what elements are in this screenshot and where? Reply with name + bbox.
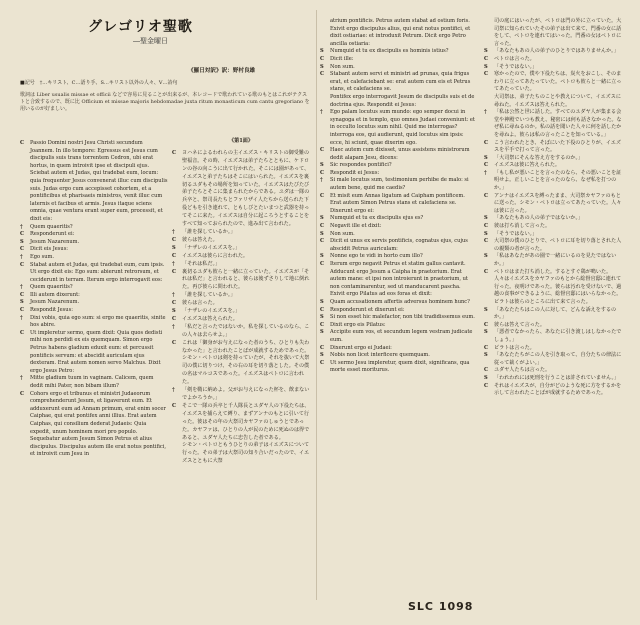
text-line bbox=[484, 140, 622, 155]
line-text: ピラトは言った。 bbox=[494, 344, 535, 351]
latin-column-2 bbox=[320, 18, 476, 375]
speaker-mark: † bbox=[172, 260, 175, 267]
speaker-mark: S bbox=[320, 314, 324, 321]
line-text: 大司祭の僕のひとりで、ペトロに耳を切り落とされた人の親類の者が言った。 bbox=[494, 238, 622, 252]
line-text: シモン・ペトロともうひとりの弟子はイエズスについて行った。その弟子は大祭司の知り合いだったので、イエズスとともに大祭 bbox=[182, 442, 310, 465]
line-text: こう言われたとき、そばにいた下役のひとりが、イエズスを平手で打って言った。 bbox=[494, 139, 621, 154]
text-line bbox=[484, 276, 622, 306]
line-text: 「それは私だ。」 bbox=[182, 260, 221, 267]
text-line bbox=[172, 229, 310, 237]
line-text: Numquid et tu ex discipulis es hominis istius? bbox=[330, 48, 449, 55]
speaker-mark: S bbox=[320, 230, 324, 237]
line-text: 「あなたもあの人の弟子のひとりではありませんか。」 bbox=[494, 48, 619, 55]
speaker-mark: C bbox=[320, 147, 325, 154]
line-text: 「私だと言ったではないか。私を探しているのなら、この人々は去らせよ。」 bbox=[182, 323, 310, 338]
line-text: 大司祭は、弟子たちのことや教えについて、イエズスに尋ねた。イエズスは答えられた。 bbox=[494, 93, 621, 108]
line-text: 裏切るユダも彼らと一緒に立っていた。イエズスが「それは私だ」と言われると、彼らは後ずさりして地に倒れた。再び彼らに問われた。 bbox=[182, 268, 310, 291]
speaker-mark: † bbox=[20, 223, 23, 230]
line-text: そこで一隊の兵卒と千人隊長とユダヤ人の下役たちは、イエズスを捕らえて縛り、まずアンナのもとに引いて行った。彼はその年の大祭司カヤファのしゅうとであった。カヤファは、ひとりの人が民のために死ぬのは得であると、ユダヤ人たちに忠告した者である。 bbox=[182, 402, 310, 441]
speaker-mark: C bbox=[484, 238, 489, 245]
line-text: Dixit ergo eis Pilatus: bbox=[330, 321, 386, 328]
line-text: Sic respondes pontifici? bbox=[330, 162, 392, 169]
line-text: Si male locutus sum, testimonium perhibe de malo: si autem bene, quid me caedis? bbox=[330, 177, 469, 192]
text-line bbox=[172, 403, 310, 443]
text-line bbox=[20, 315, 168, 330]
text-line bbox=[320, 261, 476, 269]
text-line bbox=[320, 345, 476, 353]
text-line bbox=[320, 269, 476, 299]
speaker-mark: C bbox=[320, 238, 325, 245]
speaker-mark: S bbox=[320, 253, 324, 260]
speaker-mark: † bbox=[20, 284, 23, 291]
text-line bbox=[20, 299, 168, 307]
text-line bbox=[20, 231, 168, 239]
line-text: 「われわれには死刑を行うことは許されていません。」 bbox=[494, 374, 620, 381]
text-line bbox=[20, 140, 168, 224]
line-text: Et misit eum Annas ligatum ad Caipham pontificem. Erat autem Simon Petrus stans et calefaciens se. Dixerunt ergo ei: bbox=[330, 192, 465, 214]
speaker-mark: C bbox=[484, 367, 489, 374]
text-line bbox=[484, 345, 622, 353]
speaker-mark: C bbox=[484, 139, 489, 146]
speaker-mark: S bbox=[320, 63, 324, 70]
text-line bbox=[484, 170, 622, 193]
text-line bbox=[484, 352, 622, 367]
text-line bbox=[320, 18, 476, 48]
line-text: Quem quaeritis? bbox=[30, 284, 73, 291]
line-text: 彼らは答えて言った。 bbox=[494, 321, 545, 328]
text-line bbox=[20, 239, 168, 247]
line-text: 「大司祭にそんな答え方をするのか。」 bbox=[494, 154, 584, 161]
text-line bbox=[320, 147, 476, 162]
speaker-mark: S bbox=[20, 299, 24, 306]
speaker-mark: † bbox=[172, 292, 175, 299]
text-line bbox=[320, 238, 476, 253]
text-line bbox=[20, 292, 168, 300]
line-text: 「あなたたちがこの人を引き取って、自分たちの律法に従って裁くがよい。」 bbox=[494, 352, 622, 366]
line-text: Dicit ei unus ex servis pontificis, cognatus ejus, cujus abscidit Petrus auriculam: bbox=[330, 238, 468, 252]
line-text: Responderunt ei: bbox=[30, 231, 75, 238]
text-line bbox=[484, 238, 622, 253]
speaker-mark: † bbox=[484, 169, 487, 176]
line-text: Negavit ille et dixit: bbox=[330, 223, 382, 230]
speaker-mark: S bbox=[484, 253, 488, 260]
speaker-mark: C bbox=[172, 149, 177, 156]
line-text: 「ナザレのイエズスを。」 bbox=[182, 308, 241, 315]
line-text: 人々はイエズスをカヤファのもとから総督官邸に連れて行った。夜明けであった。彼らは汚れを受けないで、過越の食事ができるように、総督官邸にはいらなかった。ピラトは彼らのところに出て来て言った。 bbox=[494, 276, 622, 305]
line-text: Ut impleretur sermo, quem dixit: Quia quos dedisti mihi non perdidi ex eis quemquam. Simon ergo Petrus habens gladium eduxit eum: et percussit pontificis servum: et abscidit auriculam ejus dexteram. Erat autem nomen servo Malchus. Dixit ergo Jesus Petro: bbox=[30, 329, 163, 374]
text-line bbox=[320, 352, 476, 360]
speaker-mark: C bbox=[320, 223, 325, 230]
line-text: Ego sum. bbox=[30, 253, 55, 260]
text-line bbox=[172, 269, 310, 293]
line-text: Haec autem cum dixisset, unus assistens ministrorum dedit alapam Jesu, dicens: bbox=[330, 147, 470, 161]
line-text: 「ナザレのイエズスを。」 bbox=[182, 244, 241, 251]
speaker-mark: S bbox=[484, 48, 488, 55]
speaker-mark: † bbox=[320, 109, 323, 116]
speaker-mark: C bbox=[20, 291, 25, 298]
latin-column-1 bbox=[20, 140, 168, 459]
catalog-number: SLC 1098 bbox=[408, 600, 474, 613]
text-line bbox=[484, 329, 622, 344]
speaker-mark: † bbox=[20, 375, 23, 382]
page-title: グレゴリオ聖歌 bbox=[88, 19, 193, 35]
speaker-mark: C bbox=[320, 192, 325, 199]
text-line bbox=[484, 48, 622, 56]
text-line bbox=[320, 71, 476, 94]
speaker-mark bbox=[484, 94, 494, 109]
text-line bbox=[20, 224, 168, 232]
japanese-column-2 bbox=[484, 18, 622, 398]
speaker-mark: S bbox=[484, 374, 488, 381]
text-line bbox=[320, 162, 476, 170]
line-text: 「そうではない。」 bbox=[494, 63, 538, 70]
speaker-mark: S bbox=[320, 329, 324, 336]
speaker-mark bbox=[484, 18, 494, 48]
speaker-mark bbox=[484, 276, 494, 306]
text-line bbox=[320, 307, 476, 315]
line-text: Pontifex ergo interrogavit Jesum de discipulis suis et de doctrina ejus. Respondit ei Jesus: bbox=[330, 93, 475, 108]
text-line bbox=[484, 253, 622, 268]
speaker-mark: C bbox=[20, 307, 25, 314]
line-text: イエズスは彼に答えられた。 bbox=[494, 162, 561, 169]
speaker-mark bbox=[320, 18, 330, 48]
speaker-mark: † bbox=[20, 253, 23, 260]
speaker-mark: S bbox=[484, 215, 488, 222]
speaker-mark: C bbox=[320, 71, 325, 78]
text-line bbox=[20, 330, 168, 376]
speaker-mark: C bbox=[172, 252, 177, 259]
japanese-column-1 bbox=[172, 136, 310, 466]
text-line bbox=[320, 360, 476, 375]
text-line bbox=[320, 231, 476, 239]
speaker-mark: S bbox=[320, 162, 324, 169]
line-text: Numquid et tu ex discipulis ejus es? bbox=[330, 215, 424, 222]
line-text: Passio Domini nostri Jesu Christi secundum Joannem. In illo tempore: Egressus est Jesus cum discipulis suis trans torrentem Cedron, ubi erat hortus, in quem introivit ipse et discipuli ejus. Sciebat autem et Judas, qui tradebat eum, locum: quia frequenter Jesus convenerat illuc cum discipulis suis. Judas ergo cum accepisset cohortem, et a pontificibus et pharisaeis ministros, venit illuc cum laternis et facibus et armis. Jesus itaque sciens omnia, quae ventura erant super eum, processit, et dixit eis: bbox=[30, 140, 168, 222]
line-text: 「私はあなたがあの園で一緒にいるのを見たではないか。」 bbox=[494, 253, 617, 267]
text-line bbox=[484, 215, 622, 223]
text-line bbox=[172, 237, 310, 245]
line-text: Mitte gladium tuum in vaginam. Calicem, quem dedit mihi Pater, non bibam illum? bbox=[30, 375, 154, 389]
speaker-mark: S bbox=[320, 48, 324, 55]
speaker-mark: † bbox=[172, 387, 175, 394]
line-text: これは「御身がお与えになった者のうち、ひとりも失わなかった」と言われたことばが成就するためであった。シモン・ペトロは剣を持っていたが、それを抜いて大祭司の僕に切りつけ、その右の耳を切り落とした。その僕の名はマルコスであった。イエズスはペトロに言われた。 bbox=[182, 339, 310, 386]
text-line bbox=[320, 223, 476, 231]
speaker-mark: C bbox=[172, 300, 177, 307]
text-line bbox=[320, 48, 476, 56]
text-line bbox=[172, 150, 310, 229]
speaker-mark: † bbox=[172, 228, 175, 235]
line-text: 「あなたもあの人の弟子ではないか。」 bbox=[494, 215, 584, 222]
speaker-mark: C bbox=[484, 55, 489, 62]
text-line bbox=[20, 262, 168, 285]
speaker-mark: S bbox=[484, 230, 488, 237]
speaker-mark: C bbox=[484, 192, 489, 199]
column-divider bbox=[316, 10, 317, 600]
text-line bbox=[484, 71, 622, 94]
line-text: 「誰を探しているか。」 bbox=[182, 292, 236, 299]
speaker-mark: C bbox=[172, 402, 177, 409]
line-text: 彼らは言った。 bbox=[182, 300, 218, 307]
line-text: イエズスは彼らに言われた。 bbox=[182, 252, 249, 259]
text-line bbox=[484, 383, 622, 398]
line-text: Dixi vobis, quia ego sum: si ergo me quaeritis, sinite hos abire. bbox=[30, 314, 166, 329]
line-text: Si non esset hic malefactor, non tibi tradidissemus eum. bbox=[330, 314, 475, 321]
text-line bbox=[484, 375, 622, 383]
text-line bbox=[172, 316, 310, 324]
intro-text: 歌詞は Liber usualis missae et officii などで容易に見ることが出来るが、本レコードで歌われている歌のもとはこれがテクストと合致するので、既に比 Officium et missae majoris hebdomadae juxta ritum monasticum cum cantu gregoriano を用いるのが好ましい。 bbox=[20, 92, 310, 112]
line-text: Adducunt ergo Jesum a Caipha in praetorium. Erat autem mane: et ipsi non introierunt in praetorium, ut non contaminarentur, sed ut manducarent pascha. Exivit ergo Pilatus ad eos foras et dixit: bbox=[330, 268, 468, 298]
line-text: イエズスは答えられた。 bbox=[182, 315, 238, 322]
text-line bbox=[172, 253, 310, 261]
speaker-mark: † bbox=[320, 177, 323, 184]
line-text: ペトロは言った。 bbox=[494, 55, 535, 62]
speaker-mark: C bbox=[20, 231, 25, 238]
line-text: Respondit Jesus: bbox=[30, 307, 73, 314]
line-text: Ego palam locutus sum mundo: ego semper docui in synagoga et in templo, quo omnes Judaei conveniunt: et in occulto locutus sum nihil. Quid me interrogas? interroga eos, qui audierunt, quid locutus sim ipsis: ecce, hi sciunt, quae dixerim ego. bbox=[330, 109, 475, 146]
speaker-mark: C bbox=[20, 246, 25, 253]
text-line bbox=[20, 436, 168, 459]
speaker-mark: C bbox=[320, 344, 325, 351]
text-line bbox=[20, 246, 168, 254]
line-text: 「誰を探しているか。」 bbox=[182, 228, 236, 235]
speaker-mark: S bbox=[320, 215, 324, 222]
text-line bbox=[172, 442, 310, 466]
speaker-mark: S bbox=[484, 306, 488, 313]
line-text: Quam accusationem affertis adversus hominem hunc? bbox=[330, 298, 470, 305]
text-line bbox=[320, 215, 476, 223]
text-line bbox=[20, 375, 168, 390]
translator-byline: 《羅日対訳》訳：野村良雄 bbox=[188, 68, 256, 74]
line-text: ユダヤ人たちは言った。 bbox=[494, 367, 551, 374]
line-text: 「剣を鞘に納めよ。父がお与えになった杯を、飲まないでよかろうか。」 bbox=[182, 387, 310, 401]
line-text: ペトロはまた打ち消した。するとすぐ鶏が鳴いた。 bbox=[494, 268, 612, 275]
speaker-mark: S bbox=[20, 238, 24, 245]
text-line bbox=[320, 329, 476, 344]
line-text: Jesum Nazarenum. bbox=[30, 238, 80, 245]
text-line bbox=[320, 109, 476, 147]
text-line bbox=[484, 109, 622, 139]
text-line bbox=[484, 94, 622, 109]
line-text: ヨハネによるわれらの主イエズス・キリストの御受難の聖福音。その時、イエズスは弟子たちとともに、ケドロンの谷の向こうに出て行かれた。そこには園があって、イエズスと弟子たちはそこにはいられた。イエズスを裏切るユダもその場所を知っていた。イエズスはたびたび弟子たちとそこに集まられたからである。ユダは一隊の兵卒と、祭司長たちとファリザイ人たちから送られた下役どもを引き連れて、ともしびとたいまつと武器を持ってそこに来た。イエズスは自分に起ころうとすることをすべて知っておられたので、進み出て言われた。 bbox=[182, 149, 310, 228]
line-text: 彼らは答えた。 bbox=[182, 236, 218, 243]
line-text: 寒かったので、僕や下役たちは、炭火をおこし、そのまわりに立ってあたっていた。ペトロも彼らと一緒に立ってあたっていた。 bbox=[494, 71, 622, 93]
line-text: Cohors ergo et tribunus et ministri Judaeorum comprehenderunt Jesum, et ligaverunt eum. Et adduxerunt eum ad Annam primum, erat enim socer Caiphae, qui erat pontifex anni illius. Erat autem Caiphas, qui consilium dederat Judaeis: Quia expedit, unum hominem mori pro populo. bbox=[30, 390, 166, 435]
speaker-mark bbox=[172, 442, 182, 466]
text-line bbox=[320, 177, 476, 192]
speaker-mark: C bbox=[320, 169, 325, 176]
text-line bbox=[172, 300, 310, 308]
section-heading: 《第1面》 bbox=[229, 138, 253, 144]
text-line bbox=[20, 254, 168, 262]
line-text: Dicit eis Jesus: bbox=[30, 246, 69, 253]
line-text: Jesum Nazarenum. bbox=[30, 299, 80, 306]
text-line bbox=[172, 387, 310, 403]
text-line bbox=[484, 162, 622, 170]
text-line bbox=[484, 307, 622, 322]
line-text: Ut sermo Jesu impleretur, quem dixit, significans, qua morte esset moriturus. bbox=[330, 359, 470, 374]
line-text: Dixerunt ergo ei Judaei: bbox=[330, 344, 392, 351]
text-line bbox=[172, 340, 310, 387]
line-text: Illi autem dixerunt: bbox=[30, 291, 80, 298]
speaker-mark: C bbox=[320, 321, 325, 328]
line-text: Quem quaeritis? bbox=[30, 223, 73, 230]
line-text: アンナはイエズスを縛ったまま、大司祭カヤファのもとに送った。シモン・ペトロは立ってあたっていた。人々は彼に言った。 bbox=[494, 192, 622, 214]
line-text: 彼は打ち消して言った。 bbox=[494, 223, 551, 230]
speaker-mark bbox=[20, 436, 30, 459]
text-line bbox=[172, 261, 310, 269]
speaker-mark: S bbox=[172, 308, 176, 315]
line-text: 「私は公然と世に話した。すべてのユダヤ人が集まる会堂や神殿でいつも教え、秘密には何も話さなかった。なぜ私に尋ねるのか。私の話を聞いた人々に何を話したかを尋ねよ。彼らは私の言ったことを知っている。」 bbox=[494, 109, 622, 138]
line-text: Nobis non licet interficere quemquam. bbox=[330, 352, 430, 359]
text-line bbox=[320, 193, 476, 216]
speaker-mark: C bbox=[20, 261, 25, 268]
speaker-mark: C bbox=[320, 55, 325, 62]
line-text: 「悪者でなかったら、あなたに引き渡しはしなかったでしょう。」 bbox=[494, 329, 622, 343]
line-text: Stabant autem servi et ministri ad prunas, quia frigus erat, et calefaciebant se: erat autem cum eis et Petrus stans, et calefaciens se. bbox=[330, 71, 471, 93]
text-line bbox=[320, 253, 476, 261]
speaker-mark: S bbox=[484, 329, 488, 336]
text-line bbox=[320, 314, 476, 322]
line-text: Non sum. bbox=[330, 230, 355, 237]
line-text: Respondit ei Jesus: bbox=[330, 169, 380, 176]
text-line bbox=[20, 284, 168, 292]
speaker-mark: C bbox=[484, 71, 489, 78]
speaker-mark: C bbox=[484, 223, 489, 230]
speaker-mark: S bbox=[484, 154, 488, 161]
line-text: Accipite eum vos, et secundum legem vestram judicate eum. bbox=[330, 329, 473, 343]
text-line bbox=[484, 56, 622, 64]
speaker-mark: C bbox=[172, 236, 177, 243]
speaker-mark bbox=[320, 94, 330, 109]
text-line bbox=[20, 391, 168, 437]
speaker-mark bbox=[320, 269, 330, 299]
line-text: Non sum. bbox=[330, 63, 355, 70]
speaker-mark: C bbox=[20, 390, 25, 397]
text-line bbox=[20, 307, 168, 315]
speaker-mark: S bbox=[484, 63, 488, 70]
speaker-mark: C bbox=[172, 339, 177, 346]
text-line bbox=[320, 322, 476, 330]
line-text: 司の庭にはいったが、ペトロは門の外に立っていた。大司祭に知られていたその弟子は出て来て、門番の女に話をして、ペトロを連れてはいった。門番の女はペトロに言った。 bbox=[494, 18, 622, 47]
line-text: atrium pontificis. Petrus autem stabat ad ostium foris. Exivit ergo discipulus alius, qui erat notus pontifici, et dixit ostiariae: et introduxit Petrum. Dicit ergo Petro ancilla ostiaria: bbox=[330, 18, 471, 47]
speaker-mark: C bbox=[320, 306, 325, 313]
text-line bbox=[172, 308, 310, 316]
text-line bbox=[320, 170, 476, 178]
speaker-mark: C bbox=[320, 359, 325, 366]
speaker-mark: C bbox=[20, 329, 25, 336]
speaker-mark: S bbox=[172, 244, 176, 251]
symbol-legend: ■記号 †…キリスト、C…語り手、S…キリスト以外の人々、V…詩句 bbox=[20, 80, 178, 86]
line-text: Nonne ego te vidi in horto cum illo? bbox=[330, 253, 423, 260]
speaker-mark: C bbox=[172, 268, 177, 275]
text-line bbox=[484, 223, 622, 231]
speaker-mark: C bbox=[484, 162, 489, 169]
text-line bbox=[320, 56, 476, 64]
speaker-mark: C bbox=[20, 140, 25, 146]
text-line bbox=[320, 299, 476, 307]
text-line bbox=[172, 292, 310, 300]
speaker-mark: C bbox=[320, 261, 325, 267]
line-text: Iterum ergo negavit Petrus et statim gallus cantavit. bbox=[330, 261, 466, 267]
speaker-mark: † bbox=[20, 314, 23, 321]
line-text: Dicit ille: bbox=[330, 55, 354, 62]
line-text: Sequebatur autem Jesum Simon Petrus et alius discipulus. Discipulus autem ille erat notus pontifici, et introivit cum Jesu in bbox=[30, 436, 166, 458]
text-line bbox=[484, 193, 622, 216]
speaker-mark: S bbox=[320, 352, 324, 359]
line-text: Responderunt et dixerunt ei: bbox=[330, 306, 405, 313]
line-text: それはイエズスが、自分がどのような死に方をするかを示して言われたことばが成就するためであった。 bbox=[494, 382, 622, 397]
page-subtitle: ―聖金曜日 bbox=[133, 37, 168, 45]
speaker-mark: C bbox=[484, 268, 489, 275]
speaker-mark: † bbox=[172, 323, 175, 330]
speaker-mark: † bbox=[484, 109, 487, 116]
speaker-mark: C bbox=[484, 344, 489, 351]
text-line bbox=[484, 18, 622, 48]
line-text: 「もし私が悪いことを言ったのなら、その悪いことを証明せよ。正しいことを言ったのなら、なぜ私を打つのか。」 bbox=[494, 169, 622, 192]
text-line bbox=[320, 94, 476, 109]
speaker-mark: S bbox=[320, 298, 324, 305]
speaker-mark: C bbox=[172, 315, 177, 322]
line-text: 「そうではない。」 bbox=[494, 230, 538, 237]
text-line bbox=[484, 367, 622, 375]
line-text: Stabat autem et Judas, qui tradebat eum, cum ipsis. Ut ergo dixit eis: Ego sum: abierunt retrorsum, et ceciderunt in terram. Iterum ergo interrogavit eos: bbox=[30, 261, 165, 283]
speaker-mark: S bbox=[484, 352, 488, 359]
text-line bbox=[172, 324, 310, 340]
text-line bbox=[172, 245, 310, 253]
line-text: 「あなたたちはこの人に対して、どんな訴えをするのか。」 bbox=[494, 306, 617, 321]
speaker-mark: C bbox=[484, 321, 489, 328]
speaker-mark: C bbox=[484, 382, 489, 389]
text-line bbox=[320, 64, 476, 72]
